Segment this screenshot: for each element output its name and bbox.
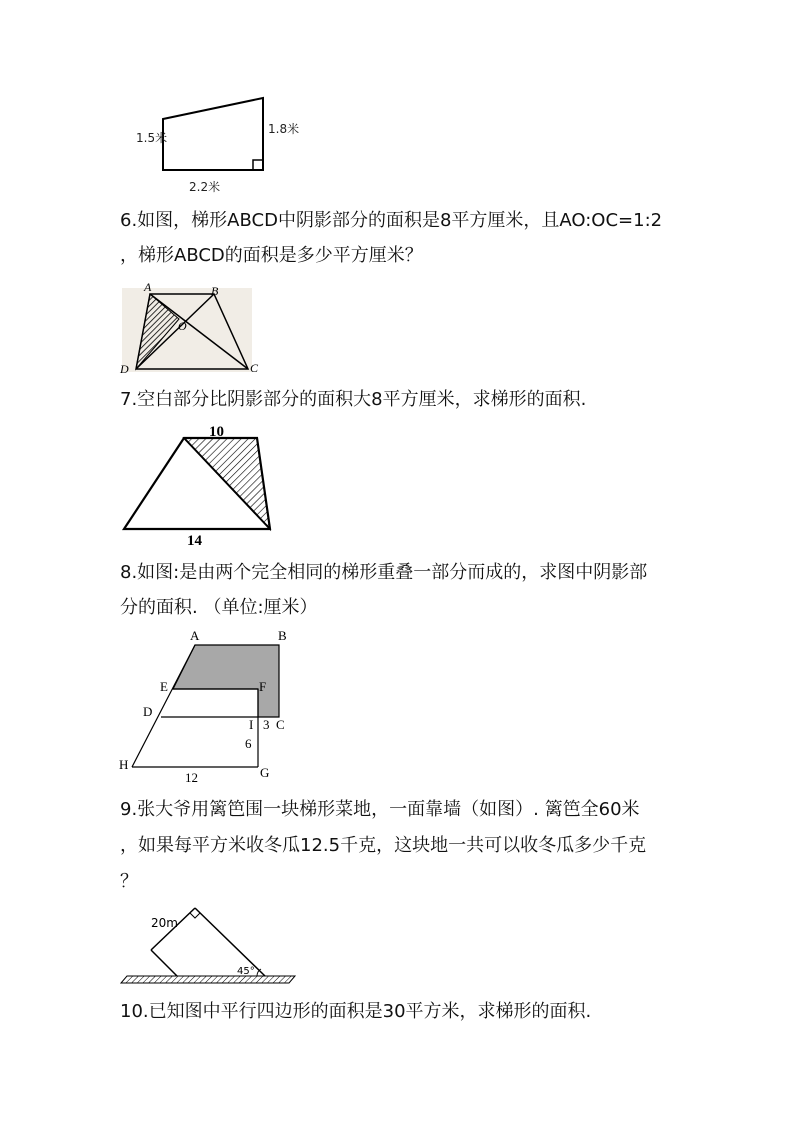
fig8-label-F: F [259, 679, 267, 694]
fig8-label-G: G [260, 765, 270, 780]
figure-trapezoid-1 [136, 92, 320, 197]
fig6-label-D: D [120, 362, 129, 376]
fig8-label-A: A [190, 628, 200, 643]
fig5-right-label: 1.8米 [268, 122, 300, 136]
fig9-angle-label: 45° [237, 966, 255, 977]
fig8-label-H: H [119, 757, 129, 772]
figure-fenced-garden [115, 903, 305, 993]
fig7-top-label: 10 [209, 424, 224, 440]
fig6-label-O: O [178, 319, 187, 333]
question-8-line-2: 分的面积. （单位:厘米） [120, 597, 318, 618]
fig6-label-C: C [250, 361, 259, 375]
figure-overlapping-trapezoids [115, 625, 295, 785]
fig8-label-B: B [278, 628, 287, 643]
question-10-line-1: 10.已知图中平行四边形的面积是30平方米，求梯形的面积. [120, 1001, 592, 1022]
fig8-label-12: 12 [185, 770, 198, 785]
question-8-line-1: 8.如图:是由两个完全相同的梯形重叠一部分而成的，求图中阴影部 [120, 562, 648, 583]
fig8-label-6: 6 [245, 736, 252, 751]
fig8-label-I: I [249, 717, 254, 732]
question-7-line-1: 7.空白部分比阴影部分的面积大8平方厘米，求梯形的面积. [120, 389, 587, 410]
fig8-label-E: E [160, 679, 168, 694]
fig6-label-B: B [211, 284, 219, 298]
fig8-label-3: 3 [263, 717, 270, 732]
figure-trapezoid-shaded-triangle [118, 420, 278, 550]
fig7-bottom-label: 14 [187, 533, 202, 549]
question-9-line-3: ？ [120, 871, 138, 892]
question-6-line-1: 6.如图，梯形ABCD中阴影部分的面积是8平方厘米，且AO:OC=1:2 [120, 210, 663, 231]
figure-trapezoid-abcd [118, 280, 258, 375]
fig8-label-C: C [276, 717, 285, 732]
fig5-left-label: 1.5米 [136, 131, 168, 145]
fig6-label-A: A [144, 280, 152, 294]
question-9-line-2: ，如果每平方米收冬瓜12.5千克，这块地一共可以收冬瓜多少千克 [120, 835, 647, 856]
question-6-line-2: ，梯形ABCD的面积是多少平方厘米？ [120, 245, 423, 266]
fig9-side-label: 20m [151, 916, 178, 930]
fig5-bottom-label: 2.2米 [189, 180, 221, 194]
question-9-line-1: 9.张大爷用篱笆围一块梯形菜地，一面靠墙（如图）. 篱笆全60米 [120, 799, 640, 820]
fig8-label-D: D [143, 704, 153, 719]
